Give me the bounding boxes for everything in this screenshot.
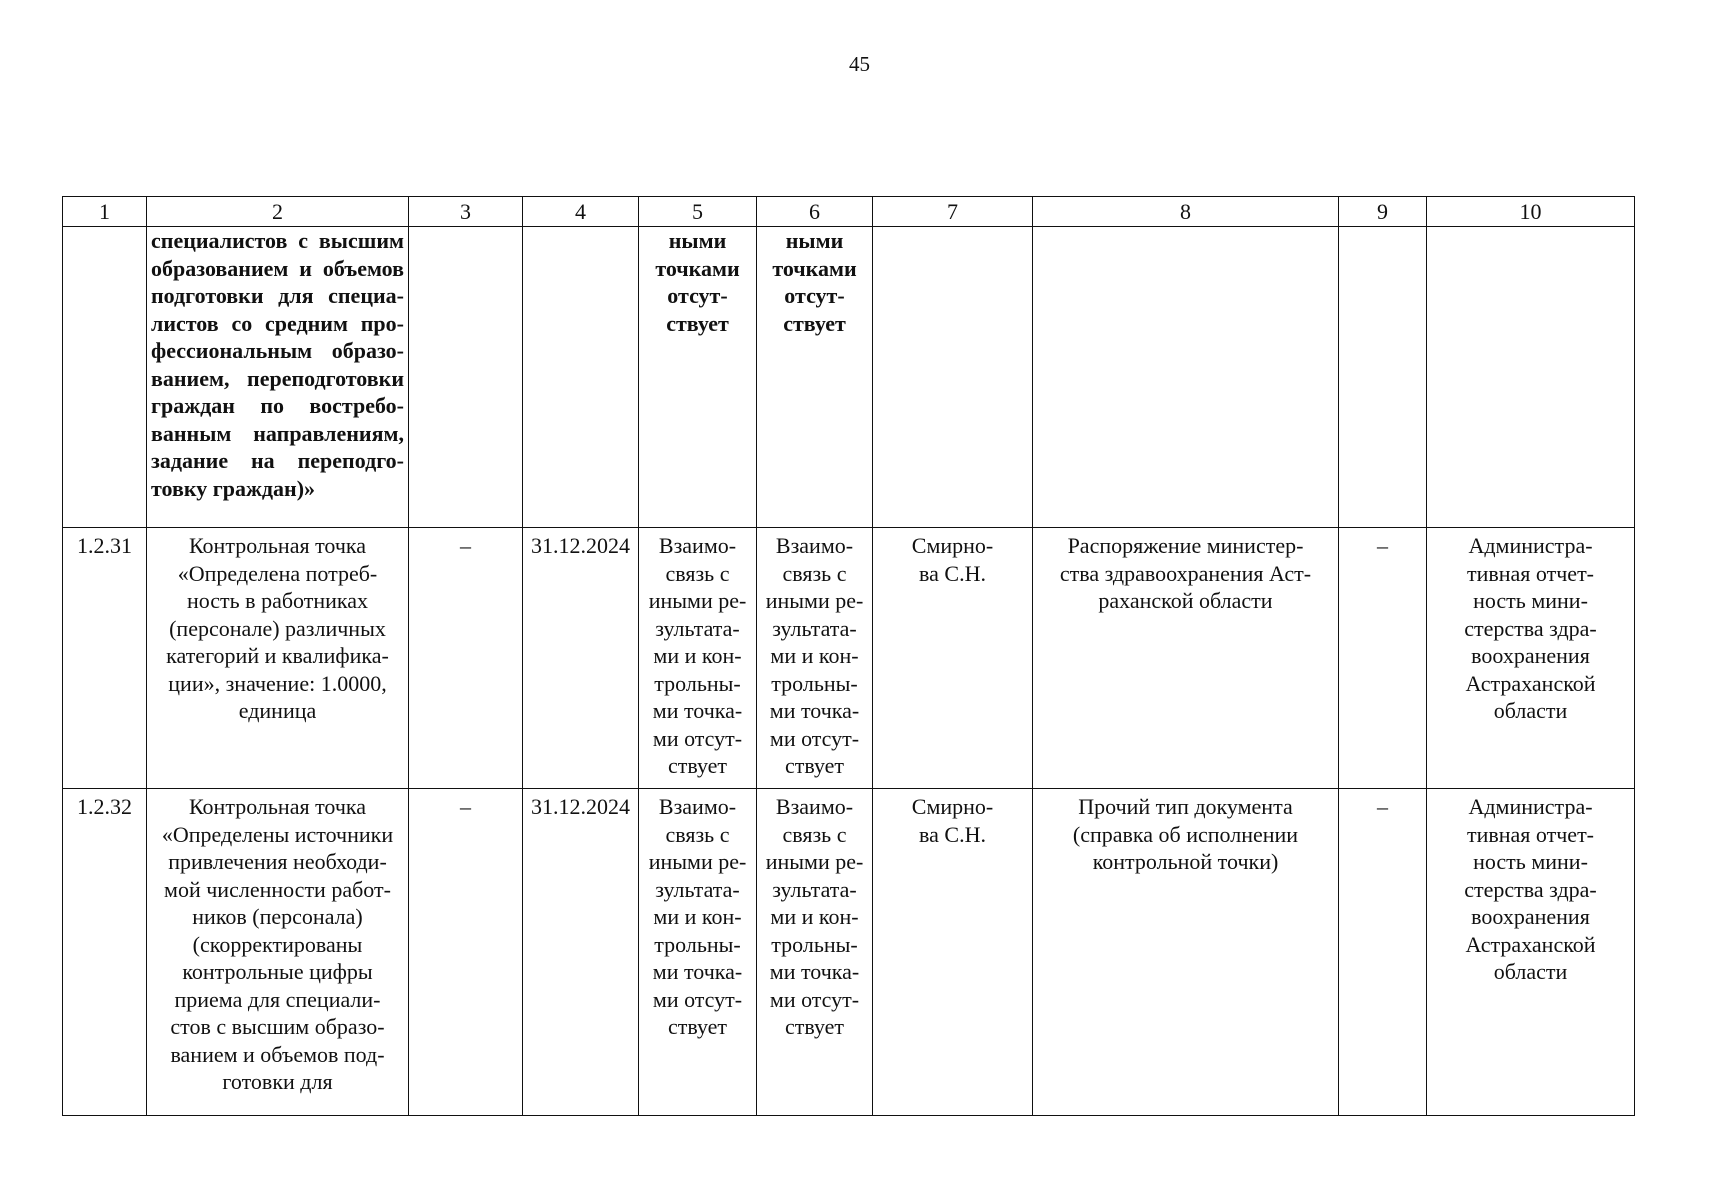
cell-line: воохранения <box>1471 904 1590 929</box>
row-col3: – <box>409 789 523 1116</box>
cell-line: ми и кон- <box>653 643 742 668</box>
cell-line: трольны- <box>654 670 741 696</box>
cell-line: контрольные цифры <box>182 959 373 984</box>
row-col9: – <box>1339 789 1427 1116</box>
cell-line: Контрольная точка <box>188 794 367 819</box>
column-header: 7 <box>873 197 1033 227</box>
cell-line: ствует <box>784 753 845 778</box>
cell-line: иными ре- <box>648 588 747 613</box>
cell-line: листов со средним про- <box>151 310 404 336</box>
cell-line: Взаимо- <box>775 794 854 819</box>
cell-line: ствует <box>667 1014 728 1039</box>
cell-line: ность мини- <box>1473 588 1588 613</box>
cell-line: мой численности работ- <box>164 876 391 902</box>
cell-line: ми и кон- <box>653 904 742 929</box>
cell-line: фессиональным образо- <box>151 338 404 363</box>
cell-line: зультата- <box>655 876 740 902</box>
cell-line: ми отсут- <box>652 725 743 751</box>
cell-line: стерства здра- <box>1464 615 1597 641</box>
cell-line: ными <box>785 228 844 253</box>
cell-line: единица <box>238 698 317 723</box>
row-document <box>1033 789 1339 1116</box>
cell-line: контрольной точки) <box>1092 849 1279 874</box>
cell-line: связь с <box>665 560 730 586</box>
cell-line: воохранения <box>1471 643 1590 668</box>
row-number: 1.2.31 <box>63 528 147 789</box>
cell-line: ми отсут- <box>652 986 743 1012</box>
cell-line: отсут- <box>784 283 845 308</box>
cell-line: Астраханской <box>1465 931 1596 957</box>
row-responsible <box>873 528 1033 789</box>
cell-line: связь с <box>782 560 847 586</box>
row-description <box>147 789 409 1116</box>
row-relation-6 <box>757 789 873 1116</box>
column-number-row <box>63 197 1635 227</box>
cell-line: ции», значение: 1.0000, <box>168 670 387 696</box>
column-header: 1 <box>63 197 147 227</box>
cell-line: ва С.Н. <box>919 560 986 586</box>
cell-line: отсут- <box>667 283 728 308</box>
cell-line: специалистов с высшим <box>151 228 404 253</box>
cell-line: ными <box>668 228 727 253</box>
cell-line: ми точка- <box>769 959 860 984</box>
cell-line: ников (персонала) <box>192 904 363 929</box>
row-source <box>1427 789 1635 1116</box>
row-document <box>1033 227 1339 528</box>
cell-line: Распоряжение министер- <box>1067 533 1304 558</box>
cell-line: приема для специали- <box>174 986 381 1012</box>
cell-line: ность мини- <box>1473 849 1588 874</box>
cell-line: (скорректированы <box>192 931 363 957</box>
column-header: 5 <box>639 197 757 227</box>
cell-line: ми отсут- <box>769 725 860 751</box>
cell-line: ствует <box>784 1014 845 1039</box>
row-relation-6 <box>757 227 873 528</box>
cell-line: ми и кон- <box>770 643 859 668</box>
cell-line: иными ре- <box>765 588 864 613</box>
cell-line: ствует <box>667 753 728 778</box>
column-header: 3 <box>409 197 523 227</box>
cell-line: (справка об исполнении <box>1072 821 1299 847</box>
cell-line: Администра- <box>1468 794 1593 819</box>
row-description <box>147 227 409 528</box>
row-responsible <box>873 789 1033 1116</box>
row-number: 1.2.32 <box>63 789 147 1116</box>
cell-line: стерства здра- <box>1464 876 1597 902</box>
row-relation-5 <box>639 227 757 528</box>
row-document <box>1033 528 1339 789</box>
cell-line: (персонале) различных <box>169 615 386 641</box>
cell-line: Взаимо- <box>658 794 737 819</box>
page-number: 45 <box>849 52 870 76</box>
cell-line: ми отсут- <box>769 986 860 1012</box>
cell-line: зультата- <box>772 876 857 902</box>
row-date <box>523 227 639 528</box>
cell-line: иными ре- <box>765 849 864 874</box>
cell-line: ванным направлениям, <box>151 420 404 446</box>
row-col9 <box>1339 227 1427 528</box>
cell-line: точками <box>772 255 857 281</box>
cell-line: связь с <box>665 821 730 847</box>
cell-line: ванием, переподготовки <box>151 365 404 391</box>
row-date: 31.12.2024 <box>523 528 639 789</box>
cell-line: Взаимо- <box>658 533 737 558</box>
cell-line: «Определены источники <box>161 821 394 847</box>
cell-line: тивная отчет- <box>1466 560 1595 586</box>
cell-line: точками <box>655 255 740 281</box>
cell-line: подготовки для специа- <box>151 283 404 308</box>
cell-line: связь с <box>782 821 847 847</box>
cell-line: Контрольная точка <box>188 533 367 558</box>
table-row <box>63 227 1635 528</box>
plan-table <box>62 196 1635 1116</box>
cell-line: товку граждан)» <box>151 475 316 501</box>
row-responsible <box>873 227 1033 528</box>
cell-line: Взаимо- <box>775 533 854 558</box>
column-header: 10 <box>1427 197 1635 227</box>
column-header: 6 <box>757 197 873 227</box>
cell-line: категорий и квалифика- <box>166 643 389 668</box>
table-row <box>63 789 1635 1116</box>
row-relation-5 <box>639 528 757 789</box>
row-number <box>63 227 147 528</box>
cell-line: ствует <box>783 310 846 336</box>
cell-line: Смирно- <box>911 533 994 558</box>
row-col3 <box>409 227 523 528</box>
cell-line: трольны- <box>771 931 858 957</box>
cell-line: Прочий тип документа <box>1078 794 1293 819</box>
row-source <box>1427 528 1635 789</box>
column-header: 8 <box>1033 197 1339 227</box>
cell-line: ми и кон- <box>770 904 859 929</box>
cell-line: тивная отчет- <box>1466 821 1595 847</box>
column-header: 4 <box>523 197 639 227</box>
cell-line: граждан по востребо- <box>151 393 404 418</box>
row-date: 31.12.2024 <box>523 789 639 1116</box>
cell-line: ванием и объемов под- <box>170 1041 385 1067</box>
row-relation-5 <box>639 789 757 1116</box>
cell-line: ства здравоохранения Аст- <box>1059 560 1312 586</box>
cell-line: ми точка- <box>652 698 743 723</box>
cell-line: трольны- <box>771 670 858 696</box>
cell-line: Астраханской <box>1465 670 1596 696</box>
column-header: 2 <box>147 197 409 227</box>
row-relation-6 <box>757 528 873 789</box>
cell-line: Администра- <box>1468 533 1593 558</box>
cell-line: области <box>1493 698 1568 723</box>
row-col3: – <box>409 528 523 789</box>
cell-line: области <box>1493 959 1568 984</box>
cell-line: ми точка- <box>769 698 860 723</box>
table-row <box>63 528 1635 789</box>
cell-line: задание на переподго- <box>151 448 404 473</box>
row-source <box>1427 227 1635 528</box>
cell-line: «Определена потреб- <box>177 560 378 586</box>
cell-line: образованием и объемов <box>151 255 404 281</box>
cell-line: ствует <box>666 310 729 336</box>
cell-line: ми точка- <box>652 959 743 984</box>
cell-line: Смирно- <box>911 794 994 819</box>
cell-line: зультата- <box>655 615 740 641</box>
cell-line: ва С.Н. <box>919 821 986 847</box>
cell-line: трольны- <box>654 931 741 957</box>
cell-line: зультата- <box>772 615 857 641</box>
cell-line: раханской области <box>1098 588 1273 613</box>
row-col9: – <box>1339 528 1427 789</box>
cell-line: иными ре- <box>648 849 747 874</box>
cell-line: готовки для <box>222 1069 333 1094</box>
cell-line: привлечения необходи- <box>168 849 387 874</box>
column-header: 9 <box>1339 197 1427 227</box>
cell-line: ность в работниках <box>186 588 369 613</box>
cell-line: стов с высшим образо- <box>170 1014 385 1039</box>
row-description <box>147 528 409 789</box>
